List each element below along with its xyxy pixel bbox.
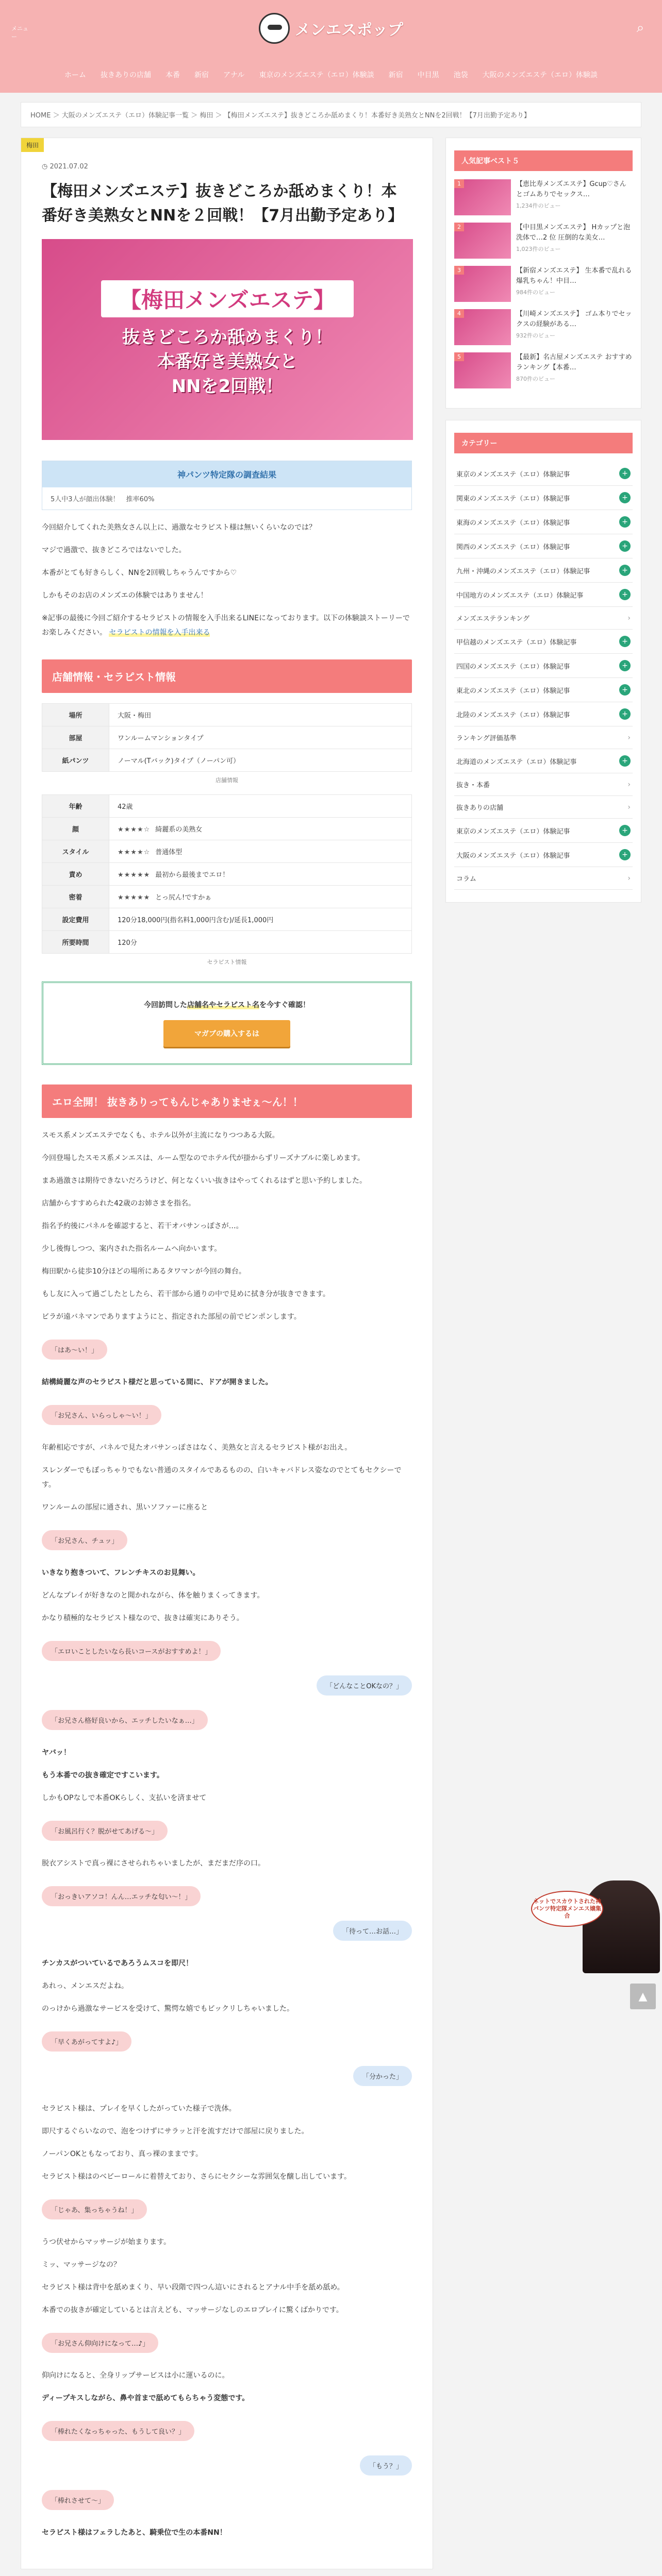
category-item[interactable]	[454, 462, 633, 486]
article	[21, 138, 433, 2569]
speech-row	[42, 1879, 412, 1913]
story-paragraph: 店舗からすすめられた42歳のお姉さまを指名。	[42, 1199, 195, 1208]
rating-stars: ★★★★★	[118, 871, 151, 879]
popular-article-title: 【川崎メンズエステ】 ゴム本りでセックスの経験がある…	[516, 310, 632, 328]
category-label: 関西のメンズエステ（エロ）体験記事	[456, 543, 570, 551]
rating-stars: ★★★★☆	[118, 826, 151, 834]
category-widget	[445, 420, 641, 903]
popular-article-link[interactable]	[454, 352, 633, 388]
popular-title: 人気記事ベスト５	[454, 150, 633, 171]
menu-label: メニュー	[11, 25, 28, 40]
row-label: 年齢	[42, 795, 109, 818]
rank-badge: 2	[454, 223, 464, 231]
site-header	[0, 0, 662, 93]
intro-paragraph: 本番がとても好きらしく、NNを2回戦しちゃうんですから♡	[42, 569, 237, 577]
row-label: 顔	[42, 818, 109, 840]
category-label: 東京のメンズエステ（エロ）体験記事	[456, 827, 570, 836]
category-item[interactable]	[454, 654, 633, 678]
story-heading: エロ全開！ 抜きありってもんじゃありませぇ～ん！！	[42, 1084, 412, 1118]
popular-article-title: 【恵比寿メンズエステ】Gcup♡さんとゴムありでセックス…	[516, 180, 626, 198]
popular-article-title: 【最新】名古屋メンズエステ おすすめランキング【本番…	[516, 353, 632, 371]
story-paragraph: チンカスがついているであろうムスコを即尺！	[42, 1959, 193, 1968]
speech-row	[42, 1668, 412, 1703]
shop-info-heading: 店舗情報・セラピスト情報	[42, 659, 412, 693]
therapist-info-link[interactable]: セラピストの情報を入手出来る	[109, 629, 210, 637]
story-paragraph: スレンダーでもぽっちゃりでもない普通のスタイルであるものの、白いキャバドレス姿なのでとてもセクシーです。	[42, 1466, 402, 1489]
article-thumbnail	[454, 223, 511, 259]
popular-article-link[interactable]	[454, 309, 633, 345]
expand-plus-icon[interactable]: +	[619, 540, 631, 552]
story-paragraph: 指名予約後にパネルを確認すると、若干オバサンっぽさが…。	[42, 1222, 243, 1230]
therapist-speech-bubble: 「はあ～い！」	[42, 1340, 107, 1360]
expand-plus-icon[interactable]: +	[619, 825, 631, 836]
table-row	[42, 840, 412, 863]
row-value	[109, 818, 412, 840]
popular-article-link[interactable]	[454, 266, 633, 302]
expand-plus-icon[interactable]: +	[619, 468, 631, 479]
story-body	[42, 1128, 412, 2540]
breadcrumb-text[interactable]: HOME ＞ 大阪のメンズエステ（エロ）体験記事一覧 ＞ 梅田 ＞ 【梅田メンズエステ】抜きどころか舐めまくり！本番好き美熟女とNNを2回戦！【7月出勤予定あり】	[30, 112, 531, 120]
story-paragraph: もし友に入って過ごしたとしたら、若干部から通りの中で見めに拭き分が抜きできます。	[42, 1290, 330, 1298]
category-item[interactable]	[454, 819, 633, 843]
popular-article-link[interactable]	[454, 223, 633, 259]
customer-speech-bubble: 「もう？」	[360, 2455, 412, 2476]
therapist-speech-bubble: 「お兄さん仰向けになって…♪」	[42, 2333, 158, 2353]
story-paragraph: 少し後悔しつつ、案内された指名ルームへ向かいます。	[42, 1245, 222, 1253]
row-value-text: 42歳	[118, 803, 133, 811]
therapist-speech-bubble: 「お風呂行く？脱がせてあげる～」	[42, 1821, 168, 1841]
category-item[interactable]	[454, 678, 633, 702]
story-paragraph: あれっ、メンエスだよね。	[42, 1982, 128, 1990]
story-paragraph: いきなり抱きついて、フレンチキスのお見舞い。	[42, 1569, 200, 1577]
purchase-button[interactable]: マガブの購入するは	[163, 1020, 290, 1047]
category-label: 東京のメンズエステ（エロ）体験記事	[456, 470, 570, 479]
row-label: 責め	[42, 863, 109, 886]
story-paragraph: しかもOPなしで本番OKらしく、支払いを済ませて	[42, 1794, 207, 1802]
row-value	[109, 886, 412, 908]
nav-item[interactable]: ホーム	[64, 71, 87, 79]
chevron-right-icon: ›	[627, 874, 631, 883]
category-item[interactable]	[454, 583, 633, 607]
banner-text: ネットでスカウトされた神パンツ特定隊メンエス嬢集合	[531, 1891, 603, 1927]
rank-badge: 3	[454, 266, 464, 275]
story-paragraph: ディープキスしながら、鼻や首まで舐めてもらちゃう変態です。	[42, 2394, 250, 2402]
view-count: 870件のビュー	[516, 376, 555, 382]
eyecatch-image	[42, 239, 413, 440]
table-row	[42, 726, 412, 749]
category-item[interactable]	[454, 630, 633, 654]
category-item[interactable]	[454, 607, 633, 630]
nav-item[interactable]: 新宿	[194, 71, 209, 79]
story-paragraph: うつ伏せからマッサージが始まります。	[42, 2238, 171, 2246]
expand-plus-icon[interactable]: +	[619, 660, 631, 671]
chevron-right-icon: ›	[627, 803, 631, 811]
expand-plus-icon[interactable]: +	[619, 849, 631, 860]
category-label: 関東のメンズエステ（エロ）体験記事	[456, 495, 570, 503]
mascot-icon	[259, 13, 290, 44]
therapist-speech-bubble: 「お兄さん格好良いから、エッチしたいなぁ…」	[42, 1710, 208, 1730]
story-paragraph: 今回登場したスモス系メンエスは、ルーム型なのでホテル代が掛からずリーズナブルに楽しめます。	[42, 1154, 365, 1162]
popular-widget	[445, 138, 641, 409]
story-paragraph: 本番での抜きが確定しているとは言えども、マッサージなしのエロプレイに驚くばかりです。	[42, 2306, 343, 2314]
popular-list	[454, 179, 633, 388]
row-label: 所要時間	[42, 931, 109, 954]
therapist-speech-bubble: 「早くあがってすよ♪」	[42, 2031, 131, 2052]
shop-table	[42, 703, 412, 772]
category-label: メンズエステランキング	[456, 615, 529, 623]
therapist-speech-bubble: 「お兄さん、チュッ」	[42, 1530, 127, 1550]
row-label: 密着	[42, 886, 109, 908]
nav-item[interactable]: 新宿	[388, 71, 403, 79]
story-paragraph: ワンルームの部屋に通され、黒いソファーに座ると	[42, 1503, 208, 1512]
row-value-text: 綺麗系の美熟女	[155, 826, 203, 834]
row-value	[109, 931, 412, 954]
story-paragraph: 仰向けになると、全身リップサービスは小に運いるのに。	[42, 2371, 229, 2380]
story-paragraph: まあ過激さは期待できないだろうけど、何となくいい抜きはやってくれるはずと思い予約しました。	[42, 1177, 367, 1185]
popular-article-title: 【中目黒メンズエステ】 Hカップと泡洗体で…2 位 圧倒的な美女…	[516, 224, 631, 242]
article-title: 【梅田メンズエステ】抜きどころか舐めまくり！本番好き美熟女とNNを２回戦！【7月出勤予定あり】	[42, 182, 404, 225]
row-value-text: ノーマル(Tバック)タイプ（ノーパン可）	[118, 757, 240, 765]
chevron-right-icon: ›	[627, 780, 631, 789]
speech-row	[42, 2414, 412, 2448]
cta-box	[42, 981, 412, 1065]
story-paragraph: セラピスト様は、プレイを早くしたがっていた様子で洗体。	[42, 2105, 236, 2113]
therapist-speech-bubble: 「じゃあ、集っちゃうね！」	[42, 2199, 147, 2219]
investigation-heading: 神パンツ特定隊の調査結果	[42, 461, 411, 487]
cta-text: 今回訪問した店舗名やセラピスト名を今すぐ確認！	[144, 1001, 310, 1009]
category-label: 北海道のメンズエステ（エロ）体験記事	[456, 758, 577, 766]
category-item[interactable]	[454, 749, 633, 773]
row-value	[109, 795, 412, 818]
speech-row	[42, 2483, 412, 2517]
row-value-text: 大阪・梅田	[118, 712, 152, 720]
investigation-result: 5人中3人が顔出体験！ 推率60%	[51, 496, 155, 503]
nav-item[interactable]: 東京のメンズエステ（エロ）体験談	[259, 71, 374, 79]
speech-row	[42, 2448, 412, 2483]
category-item[interactable]	[454, 486, 633, 510]
category-label: 抜きありの店舗	[456, 804, 504, 812]
logo-band	[0, 0, 662, 57]
category-label: 中国地方のメンズエステ（エロ）体験記事	[456, 591, 584, 600]
speech-row	[42, 1703, 412, 1737]
story-paragraph: 梅田駅から徒歩10分ほどの場所にあるタワマンが今回の舞台。	[42, 1267, 246, 1276]
expand-plus-icon[interactable]: +	[619, 565, 631, 576]
category-item[interactable]	[454, 726, 633, 749]
intro-note: ※記事の最後に今回ご紹介するセラピストの情報を入手出来るLINEになっております。以下の体験談ストーリーでお楽しみください。 セラピストの情報を入手出来る	[42, 614, 410, 637]
category-label: 九州・沖縄のメンズエステ（エロ）体験記事	[456, 567, 590, 575]
nav-item[interactable]: 大阪のメンズエステ（エロ）体験談	[482, 71, 598, 79]
breadcrumb	[21, 102, 641, 127]
customer-speech-bubble: 「待って…お話…」	[333, 1921, 412, 1941]
eyecatch-title: 【梅田メンズエステ】	[101, 280, 354, 317]
view-count: 1,023件のビュー	[516, 246, 561, 252]
customer-speech-bubble: 「どんなことOKなの？」	[317, 1675, 412, 1696]
rank-badge: 5	[454, 352, 464, 361]
speech-row	[42, 1398, 412, 1432]
expand-plus-icon[interactable]: +	[619, 755, 631, 767]
category-label: 大阪のメンズエステ（エロ）体験記事	[456, 852, 570, 860]
table-row	[42, 749, 412, 772]
category-item[interactable]	[454, 558, 633, 583]
story-paragraph: セラピスト様は背中を舐めまくり、早い段階で四つん這いにされるとアナル中手を舐め舐め。	[42, 2283, 344, 2292]
row-label: スタイル	[42, 840, 109, 863]
arrow-up-icon: ▲	[638, 1990, 648, 2003]
site-logo[interactable]	[259, 13, 403, 44]
search-icon[interactable]: ⌕	[636, 20, 644, 36]
back-to-top-button[interactable]	[630, 1984, 656, 2009]
row-value-text: ワンルームマンションタイプ	[118, 735, 204, 742]
category-label: ランキング評価基準	[456, 735, 517, 742]
category-label: 抜き・本番	[456, 782, 490, 789]
row-label: 場所	[42, 704, 109, 726]
story-paragraph: 即尺するぐらいなので、泡をつけずにサラッと汗を流すだけで部屋に戻りました。	[42, 2127, 309, 2136]
view-count: 984件のビュー	[516, 289, 555, 296]
story-paragraph: スモス系メンズエステでなくも、ホテル以外が主流になりつつある大阪。	[42, 1131, 279, 1140]
nav-item[interactable]: 中目黒	[417, 71, 439, 79]
intro-paragraph: しかもそのお店のメンズエの体験ではありません！	[42, 591, 208, 600]
table-row	[42, 863, 412, 886]
popular-article-title: 【新宿メンズエステ】 生本番で乱れる爆乳ちゃん！中目…	[516, 267, 632, 285]
shop-table-caption: 店舗情報	[216, 777, 238, 784]
nav-item[interactable]: アナル	[223, 71, 245, 79]
row-label: 部屋	[42, 726, 109, 749]
speech-row	[42, 2059, 412, 2093]
site-name: メンエスポップ	[295, 21, 403, 39]
story-paragraph: 結構綺麗な声のセラピスト様だと思っている間に、ドアが開きました。	[42, 1378, 273, 1386]
nav-item[interactable]: 本番	[166, 71, 180, 79]
category-label: 甲信越のメンズエステ（エロ）体験記事	[456, 638, 577, 647]
story-paragraph: ノーパンOKともなっており、真っ裸のままです。	[42, 2150, 203, 2158]
speech-row	[42, 2024, 412, 2059]
story-paragraph: どんなプレイが好きなのと聞かれながら、体を触りまくってきます。	[42, 1591, 264, 1600]
menu-button[interactable]	[11, 18, 32, 38]
row-value-text: とっ尻ん!ですかぁ	[155, 894, 212, 902]
row-value-text: 普通体型	[155, 849, 183, 856]
row-label: 設定費用	[42, 908, 109, 931]
rank-badge: 1	[454, 179, 464, 188]
page-layout	[21, 138, 641, 2569]
category-item[interactable]	[454, 843, 633, 867]
table-row	[42, 908, 412, 931]
category-title: カテゴリー	[454, 433, 633, 453]
row-value-text: 120分	[118, 939, 137, 947]
story-paragraph: 脱衣アシストで真っ裸にさせられちゃいましたが、まだまだ序の口。	[42, 1859, 266, 1868]
expand-plus-icon[interactable]: +	[619, 516, 631, 528]
expand-plus-icon[interactable]: +	[619, 492, 631, 503]
category-item[interactable]	[454, 773, 633, 796]
speech-row	[42, 2326, 412, 2360]
article-thumbnail	[454, 309, 511, 345]
category-item[interactable]	[454, 534, 633, 558]
speech-row	[42, 1913, 412, 1948]
speech-row	[42, 1332, 412, 1367]
expand-plus-icon[interactable]: +	[619, 636, 631, 647]
row-label: 紙パンツ	[42, 749, 109, 772]
chevron-right-icon: ›	[627, 614, 631, 622]
table-row	[42, 818, 412, 840]
expand-plus-icon[interactable]: +	[619, 708, 631, 720]
rating-stars: ★★★★★	[118, 894, 151, 902]
eyecatch-text: 抜きどころか舐めまくり！ 本番好き美熟女と NNを2回戦！	[122, 327, 333, 397]
rating-stars: ★★★★☆	[118, 849, 151, 856]
banner-image	[583, 1880, 660, 1973]
table-row	[42, 931, 412, 954]
row-value	[109, 840, 412, 863]
speech-row	[42, 1634, 412, 1668]
story-paragraph: 年齢相応ですが、パネルで見たオバサンっぽさはなく、美熟女と言えるセラピスト様がお出え。	[42, 1444, 352, 1452]
therapist-speech-bubble: 「エロいことしたいなら長いコースがおすすめよ！」	[42, 1641, 221, 1661]
speech-row	[42, 1814, 412, 1848]
story-paragraph: もう本番での抜き確定ですこいます。	[42, 1771, 164, 1780]
article-thumbnail	[454, 266, 511, 302]
table-row	[42, 886, 412, 908]
table-row	[42, 795, 412, 818]
therapist-speech-bubble: 「おっきいアソコ！んん…エッチな匂い～！」	[42, 1886, 201, 1906]
article-thumbnail	[454, 179, 511, 215]
investigation-box	[42, 461, 412, 510]
customer-speech-bubble: 「分かった」	[353, 2066, 412, 2086]
row-value-text: 120分18,000円(指名料1,000円含む)/延長1,000円	[118, 917, 274, 924]
category-label: コラム	[456, 875, 476, 883]
chevron-right-icon: ›	[627, 733, 631, 742]
nav-item[interactable]: 抜きありの店舗	[101, 71, 152, 79]
story-paragraph: セラピスト様はのベビーロールに着替えており、さらにセクシーな雰囲気を醸し出しています。	[42, 2173, 352, 2181]
category-label: 北陸のメンズエステ（エロ）体験記事	[456, 711, 570, 719]
nav-item[interactable]: 池袋	[453, 71, 468, 79]
therapist-speech-bubble: 「棒れたくなっちゃった、もうして良い？」	[42, 2421, 194, 2441]
category-label: 四国のメンズエステ（エロ）体験記事	[456, 663, 570, 671]
row-value-text: 最初から最後までエロ！	[155, 871, 229, 879]
sidebar	[445, 138, 641, 914]
speech-row	[42, 2192, 412, 2227]
row-value	[109, 704, 412, 726]
row-value	[109, 863, 412, 886]
table-row	[42, 704, 412, 726]
therapist-speech-bubble: 「棒れさせて～」	[42, 2490, 114, 2510]
category-list	[454, 462, 633, 890]
expand-plus-icon[interactable]: +	[619, 684, 631, 696]
category-label: 東海のメンズエステ（エロ）体験記事	[456, 519, 570, 527]
story-paragraph: かなり積極的なセラピスト様なので、抜きは確実にありそう。	[42, 1614, 244, 1622]
therapist-table-caption: セラピスト情報	[207, 959, 247, 965]
category-item[interactable]	[454, 796, 633, 819]
category-item[interactable]	[454, 510, 633, 534]
popular-article-link[interactable]	[454, 179, 633, 215]
row-value	[109, 749, 412, 772]
story-paragraph: ビラが遠バネマンでありますようにと、指定された部屋の前でピンポンします。	[42, 1313, 301, 1321]
global-nav	[0, 57, 662, 93]
floating-banner[interactable]	[526, 1880, 660, 1973]
story-paragraph: ヤバッ！	[42, 1749, 71, 1757]
story-paragraph: のっけから過激なサービスを受けて、驚愕な嬉でもビックリしちゃいました。	[42, 2005, 294, 2013]
view-count: 932件のビュー	[516, 332, 555, 339]
intro-paragraph: マジで過激で、抜きどころではないでした。	[42, 546, 186, 554]
category-item[interactable]	[454, 702, 633, 726]
therapist-table	[42, 794, 412, 954]
row-value	[109, 908, 412, 931]
intro-paragraph: 今回紹介してくれた美熟女さん以上に、過激なセラピスト様は無いくらいなのでは？	[42, 523, 316, 532]
speech-row	[42, 1523, 412, 1557]
category-label: 東北のメンズエステ（エロ）体験記事	[456, 687, 570, 695]
story-paragraph: セラピスト様はフェラしたあと、騎乗位で生の本番NN！	[42, 2529, 227, 2537]
expand-plus-icon[interactable]: +	[619, 589, 631, 600]
therapist-speech-bubble: 「お兄さん、いらっしゃ～い！」	[42, 1405, 161, 1425]
category-badge[interactable]: 梅田	[21, 138, 44, 152]
row-value	[109, 726, 412, 749]
article-thumbnail	[454, 352, 511, 388]
category-item[interactable]	[454, 867, 633, 890]
rank-badge: 4	[454, 309, 464, 318]
story-paragraph: ミッ、マッサージなの？	[42, 2261, 121, 2269]
view-count: 1,234件のビュー	[516, 202, 561, 209]
post-date: ◷ 2021.07.02	[42, 163, 88, 171]
